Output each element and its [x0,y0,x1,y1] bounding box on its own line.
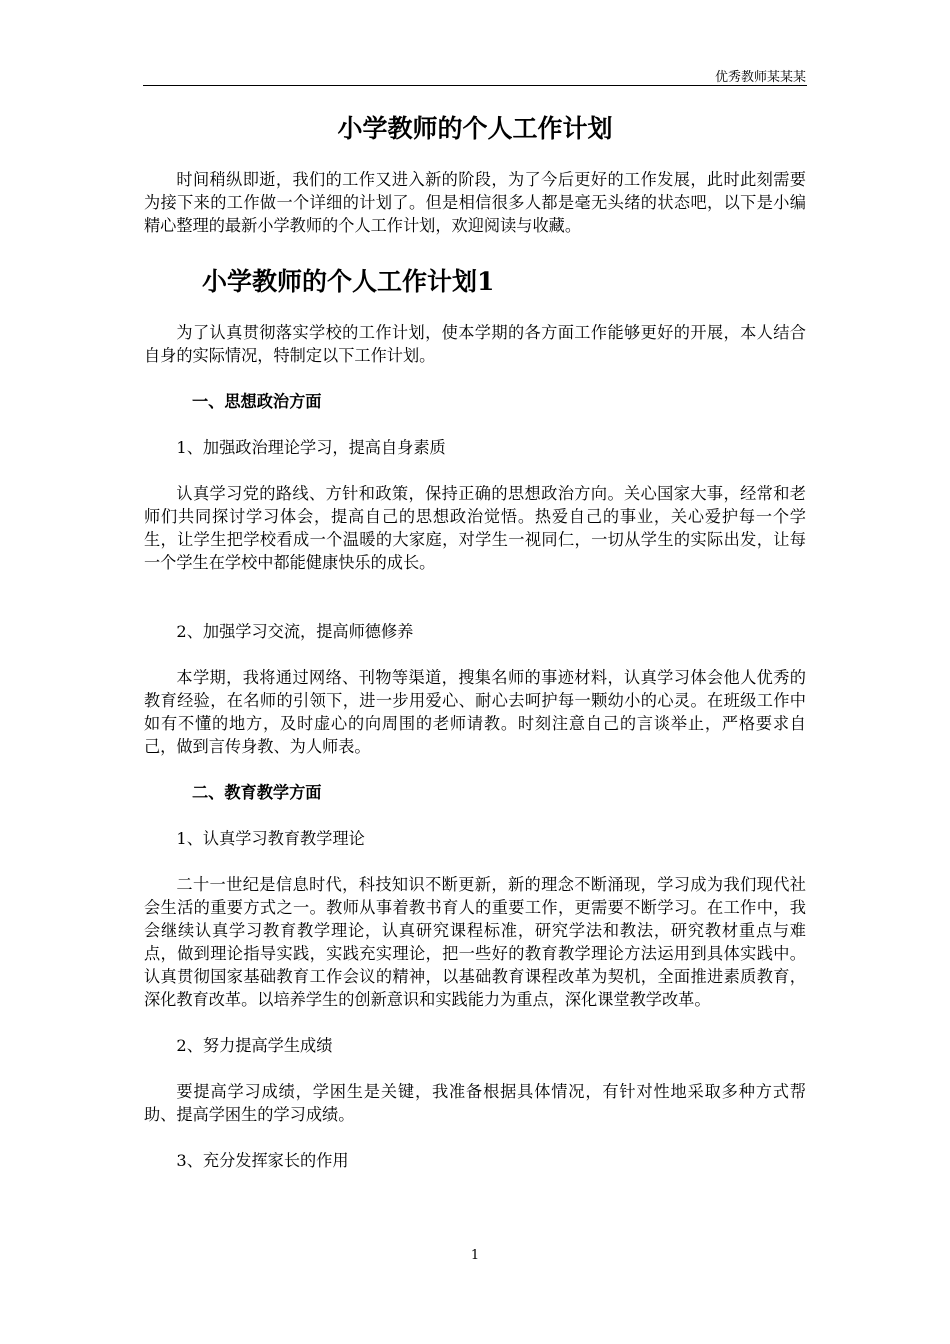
section-intro-paragraph: 为了认真贯彻落实学校的工作计划，使本学期的各方面工作能够更好的开展，本人结合自身的实际情况，特制定以下工作计划。 [144,323,806,365]
section-title: 小学教师的个人工作计划1 [202,267,495,296]
part2-item2-body: 要提高学习成绩，学困生是关键，我准备根据具体情况，有针对性地采取多种方式帮助、提高学困生的学习成绩。 [144,1082,806,1124]
intro-paragraph: 时间稍纵即逝，我们的工作又进入新的阶段，为了今后更好的工作发展，此时此刻需要为接下来的工作做一个详细的计划了。但是相信很多人都是毫无头绪的状态吧，以下是小编精心整理的最新小学教师的个人工作计划，欢迎阅读与收藏。 [144,170,806,235]
part1-item1-heading: 1、加强政治理论学习，提高自身素质 [176,438,446,457]
part1-heading: 一、思想政治方面 [192,392,322,411]
part1-item1-body: 认真学习党的路线、方针和政策，保持正确的思想政治方向。关心国家大事，经常和老师们共同探讨学习体会，提高自己的思想政治觉悟。热爱自己的事业，关心爱护每一个学生，让学生把学校看成一个温暖的大家庭，对学生一视同仁，一切从学生的实际出发，让每一个学生在学校中都能健康快乐的成长。 [144,484,806,572]
part2-item2-heading: 2、努力提高学生成绩 [176,1036,333,1055]
document-title: 小学教师的个人工作计划 [337,114,613,143]
part2-item1-body: 二十一世纪是信息时代，科技知识不断更新，新的理念不断涌现，学习成为我们现代社会生活的重要方式之一。教师从事着教书育人的重要工作，更需要不断学习。在工作中，我会继续认真学习教育教学理论，认真研究课程标准，研究学法和教法，研究教材重点与难点，做到理论指导实践，实践充实理论，把一些好的教育教学理论方法运用到具体实践中。认真贯彻国家基础教育工作会议的精神，以基础教育课程改革为契机，全面推进素质教育，深化教育改革。以培养学生的创新意识和实践能力为重点，深化课堂教学改革。 [144,875,806,1009]
part2-item3-heading: 3、充分发挥家长的作用 [176,1151,349,1170]
part1-item2-body: 本学期，我将通过网络、刊物等渠道，搜集名师的事迹材料，认真学习体会他人优秀的教育经验，在名师的引领下，进一步用爱心、耐心去呵护每一颗幼小的心灵。在班级工作中如有不懂的地方，及时虚心的向周围的老师请教。时刻注意自己的言谈举止，严格要求自己，做到言传身教、为人师表。 [144,668,806,756]
page-header-text: 优秀教师某某某 [714,70,806,85]
part2-heading: 二、教育教学方面 [192,783,322,802]
part1-item2-heading: 2、加强学习交流，提高师德修养 [176,622,414,641]
part2-item1-heading: 1、认真学习教育教学理论 [176,829,365,848]
header-divider [143,85,807,86]
page-number: 1 [470,1248,480,1263]
document-body [144,112,806,1172]
